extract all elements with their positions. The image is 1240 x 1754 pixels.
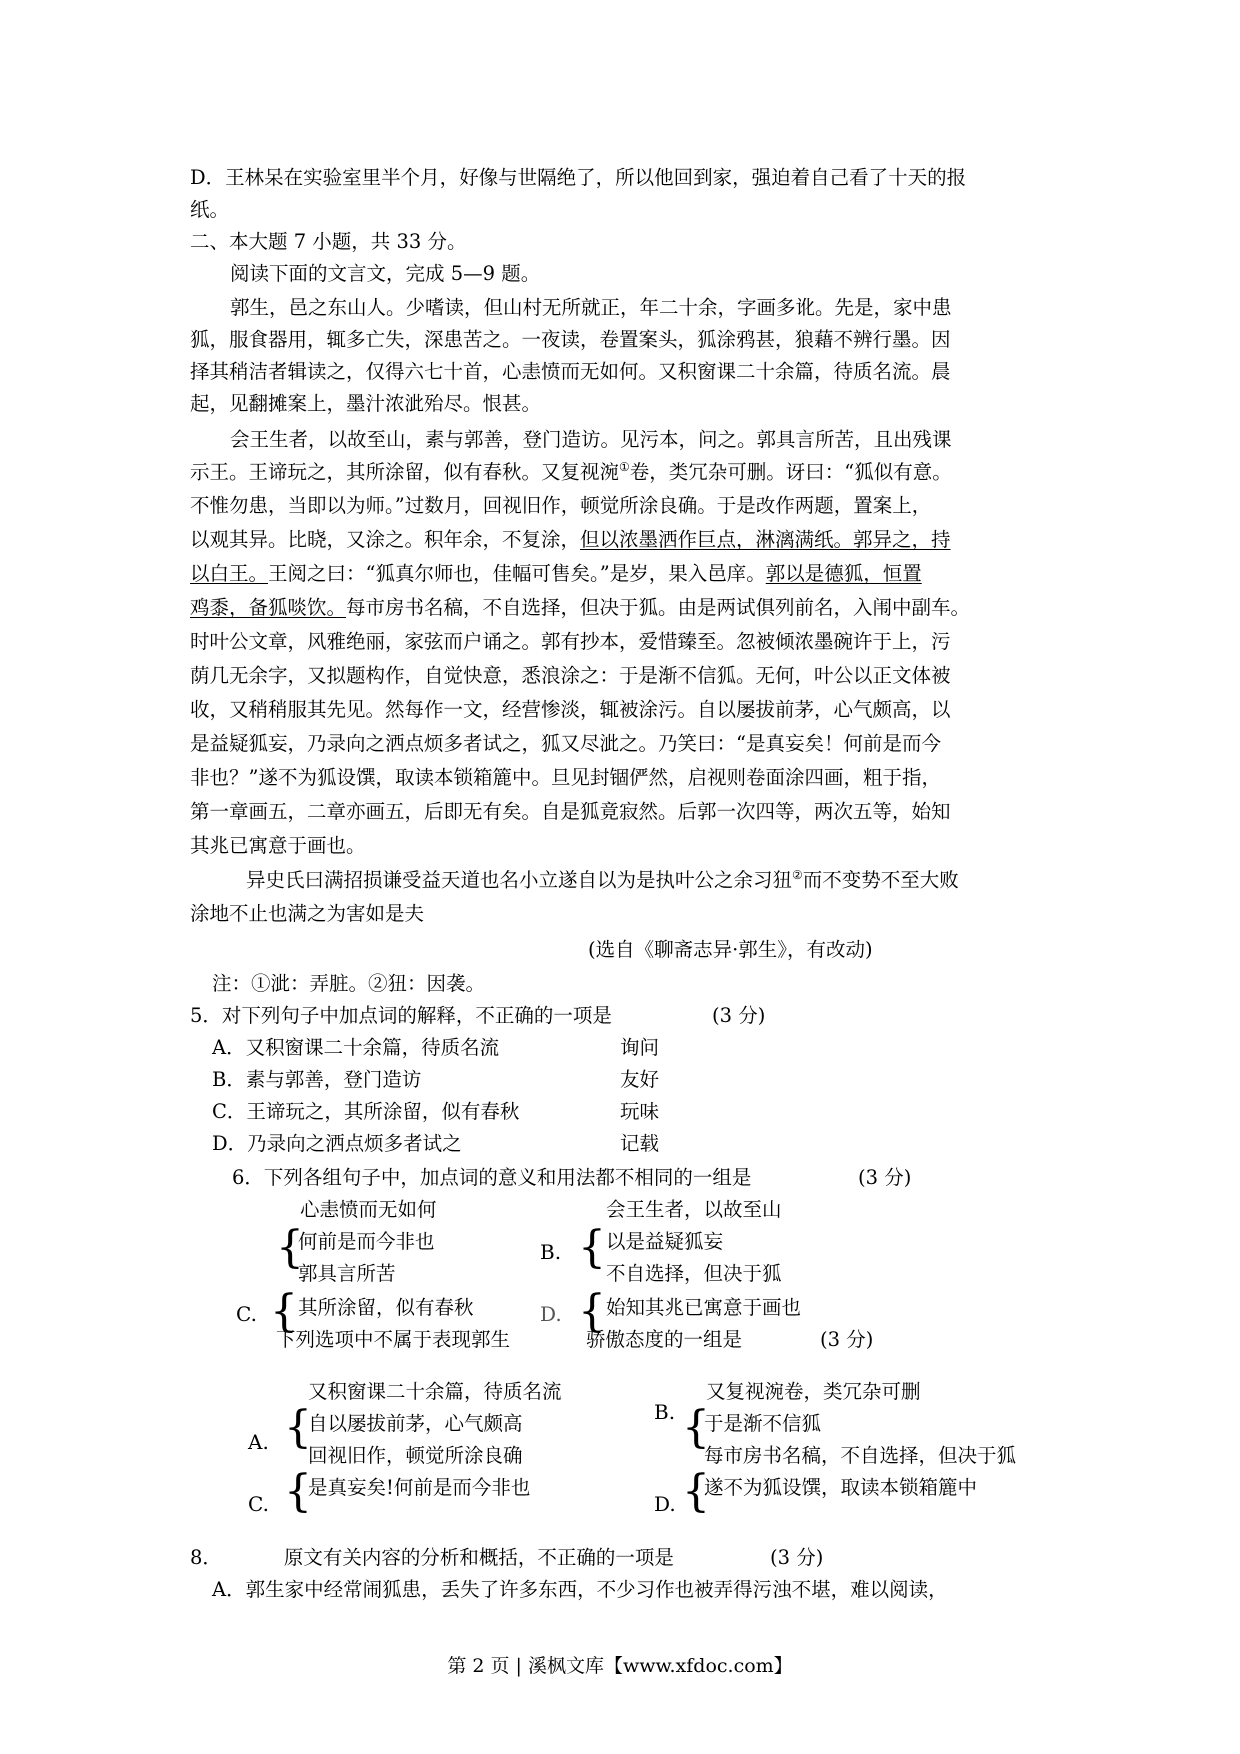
q7-group-c-brace: { — [284, 1466, 312, 1517]
q6-group-b-line: 不自选择，但决于狐 — [606, 1262, 782, 1285]
passage-line: 涂地不止也满之为害如是夫 — [190, 902, 425, 925]
question-6-stem: 6．下列各组句子中，加点词的意义和用法都不相同的一组是 — [232, 1166, 752, 1189]
q7-group-d-brace: { — [682, 1466, 710, 1517]
q7-group-d-line: 遂不为狐设馔，取读本锁箱簏中 — [704, 1476, 978, 1499]
underlined-sentence: 郭以是德狐，恒置 — [765, 562, 922, 585]
question-8-stem: 8． 原文有关内容的分析和概括，不正确的一项是 — [190, 1546, 674, 1569]
q7-group-b-line: 于是渐不信狐 — [704, 1412, 822, 1435]
q6-label-c: C. — [236, 1302, 257, 1326]
passage-line: 其兆已寓意于画也。 — [190, 834, 366, 857]
question-5-option-d: D．乃录向之洒点烦多者试之 — [212, 1132, 462, 1155]
q7-group-b-line: 又复视涴卷，类冗杂可删 — [706, 1380, 921, 1403]
passage-line: 是益疑狐妄，乃录向之洒点烦多者试之，狐又尽泚之。乃笑曰：“是真妄矣！何前是而今 — [190, 732, 941, 755]
q6-group-a-line: 心恚愤而无如何 — [300, 1198, 437, 1221]
passage-line: 择其稍洁者辑读之，仅得六七十首，心恚愤而无如何。又积窗课二十余篇，待质名流。晨 — [190, 360, 951, 383]
q7-label-d: D. — [654, 1492, 676, 1516]
q6-group-a-line: 何前是而今非也 — [298, 1230, 435, 1253]
q7-label-a: A. — [248, 1430, 269, 1454]
question-8-score: (3 分) — [770, 1546, 824, 1569]
q6-group-a-brace: { — [276, 1222, 304, 1273]
passage-line: 示王。王谛玩之，其所涂留，似有春秋。又复视涴①卷，类冗杂可删。讶曰：“狐似有意。 — [190, 460, 952, 484]
q7-group-c-line: 是真妄矣!何前是而今非也 — [308, 1476, 531, 1499]
underlined-sentence: 鸡黍，备狐啖饮。 — [190, 596, 347, 619]
question-7-stem-fragment: 下列选项中不属于表现郭生 — [276, 1328, 511, 1351]
passage-line: 荫几无余字，又拟题构作，自觉快意，悉浪涂之：于是渐不信狐。无何，叶公以正文体被 — [190, 664, 951, 687]
question-5-option-b: B．素与郭善，登门造访 — [212, 1068, 422, 1091]
q6-group-b-line: 会王生者，以故至山 — [606, 1198, 782, 1221]
q6-label-b: B. — [540, 1240, 562, 1264]
passage-line: 狐，服食器用，辄多亡失，深患苦之。一夜读，卷置案头，狐涂鸦甚，狼藉不辨行墨。因 — [190, 328, 951, 351]
q6-group-d-line: 始知其兆已寓意于画也 — [606, 1296, 802, 1319]
question-5-score: (3 分) — [712, 1004, 766, 1027]
q6-label-d: D. — [540, 1302, 562, 1326]
question-6-score: (3 分) — [858, 1166, 912, 1189]
passage-line: 异史氏曰满招损谦受益天道也名小立遂自以为是执叶公之余习狃②而不变势不至大败 — [246, 868, 959, 892]
passage-line: 收，又稍稍服其先见。然每作一文，经营惨淡，辄被涂污。自以屡拔前茅，心气颇高，以 — [190, 698, 951, 721]
passage-line: 不惟勿患，当即以为师。”过数月，回视旧作，顿觉所涂良确。于是改作两题，置案上， — [190, 494, 932, 517]
question-5-gloss-d: 记载 — [620, 1132, 660, 1155]
q6-group-c-brace: { — [270, 1286, 298, 1337]
passage-line: 以观其异。比晓，又涂之。积年余，不复涂，但以浓墨洒作巨点，淋漓满纸。郭异之，持 — [190, 528, 951, 551]
passage-line: 会王生者，以故至山，素与郭善，登门造访。见污本，问之。郭具言所苦，且出残课 — [230, 428, 952, 451]
option-d-line: D．王林呆在实验室里半个月，好像与世隔绝了，所以他回到家，强迫着自己看了十天的报 — [190, 166, 967, 189]
source-citation: (选自《聊斋志异·郭生》，有改动) — [588, 938, 873, 961]
passage-line: 第一章画五，二章亦画五，后即无有矣。自是狐竟寂然。后郭一次四等，两次五等，始知 — [190, 800, 951, 823]
question-7-score: (3 分) — [820, 1328, 874, 1351]
q7-group-a-line: 自以屡拔前茅，心气颇高 — [308, 1412, 523, 1435]
q7-group-a-line: 又积窗课二十余篇，待质名流 — [308, 1380, 562, 1403]
question-5-gloss-b: 友好 — [620, 1068, 660, 1091]
question-5-option-a: A．又积窗课二十余篇，待质名流 — [212, 1036, 500, 1059]
q7-label-c: C. — [248, 1492, 269, 1516]
passage-line: 时叶公文章，风雅绝丽，家弦而户诵之。郭有抄本，爱惜臻至。忽被倾浓墨碗许于上，污 — [190, 630, 951, 653]
q7-label-b: B. — [654, 1400, 676, 1424]
question-5-gloss-a: 询问 — [620, 1036, 660, 1059]
passage-line: 鸡黍，备狐啖饮。每市房书名稿，不自选择，但决于狐。由是两试俱列前名，入闱中副车。 — [190, 596, 971, 619]
q7-group-c-line: 回视旧作，顿觉所涂良确 — [308, 1444, 523, 1467]
question-5-gloss-c: 玩味 — [620, 1100, 660, 1123]
option-d-line: 纸。 — [190, 198, 230, 221]
underlined-sentence: 以白王。 — [190, 562, 269, 585]
instruction: 阅读下面的文言文，完成 5—9 题。 — [230, 262, 541, 285]
q6-group-a-line: 郭具言所苦 — [298, 1262, 396, 1285]
page-footer: 第 2 页 | 溪枫文库【www.xfdoc.com】 — [447, 1655, 793, 1677]
q6-group-d-brace: { — [578, 1286, 606, 1337]
section-heading: 二、本大题 7 小题，共 33 分。 — [190, 230, 467, 253]
q7-group-a-brace: { — [284, 1402, 312, 1453]
q6-group-b-brace: { — [578, 1222, 606, 1273]
question-5-option-c: C．王谛玩之，其所涂留，似有春秋 — [212, 1100, 520, 1123]
q7-group-b-brace: { — [682, 1402, 710, 1453]
footnote: 注：①泚：弄脏。②狃：因袭。 — [212, 972, 486, 995]
passage-line: 非也？”遂不为狐设馔，取读本锁箱簏中。旦见封锢俨然，启视则卷面涂四画，粗于指， — [190, 766, 941, 789]
question-8-option-a: A．郭生家中经常闹狐患，丢失了许多东西，不少习作也被弄得污浊不堪，难以阅读， — [212, 1578, 948, 1601]
passage-line: 以白王。王阅之曰：“狐真尔师也，佳幅可售矣。”是岁，果入邑庠。郭以是德狐，恒置 — [190, 562, 922, 585]
passage-line: 郭生，邑之东山人。少嗜读，但山村无所就正，年二十余，字画多讹。先是，家中患 — [230, 296, 952, 319]
underlined-sentence: 但以浓墨洒作巨点，淋漓满纸。郭异之，持 — [580, 528, 951, 551]
q6-group-b-line: 以是益疑狐妄 — [606, 1230, 724, 1253]
question-7-stem-fragment: 骄傲态度的一组是 — [586, 1328, 743, 1351]
passage-line: 起，见翻摊案上，墨汁浓泚殆尽。恨甚。 — [190, 392, 542, 415]
q7-group-d-line: 每市房书名稿，不自选择，但决于狐 — [704, 1444, 1017, 1467]
question-5-stem: 5．对下列句子中加点词的解释，不正确的一项是 — [190, 1004, 612, 1027]
q6-group-c-line: 其所涂留，似有春秋 — [298, 1296, 474, 1319]
